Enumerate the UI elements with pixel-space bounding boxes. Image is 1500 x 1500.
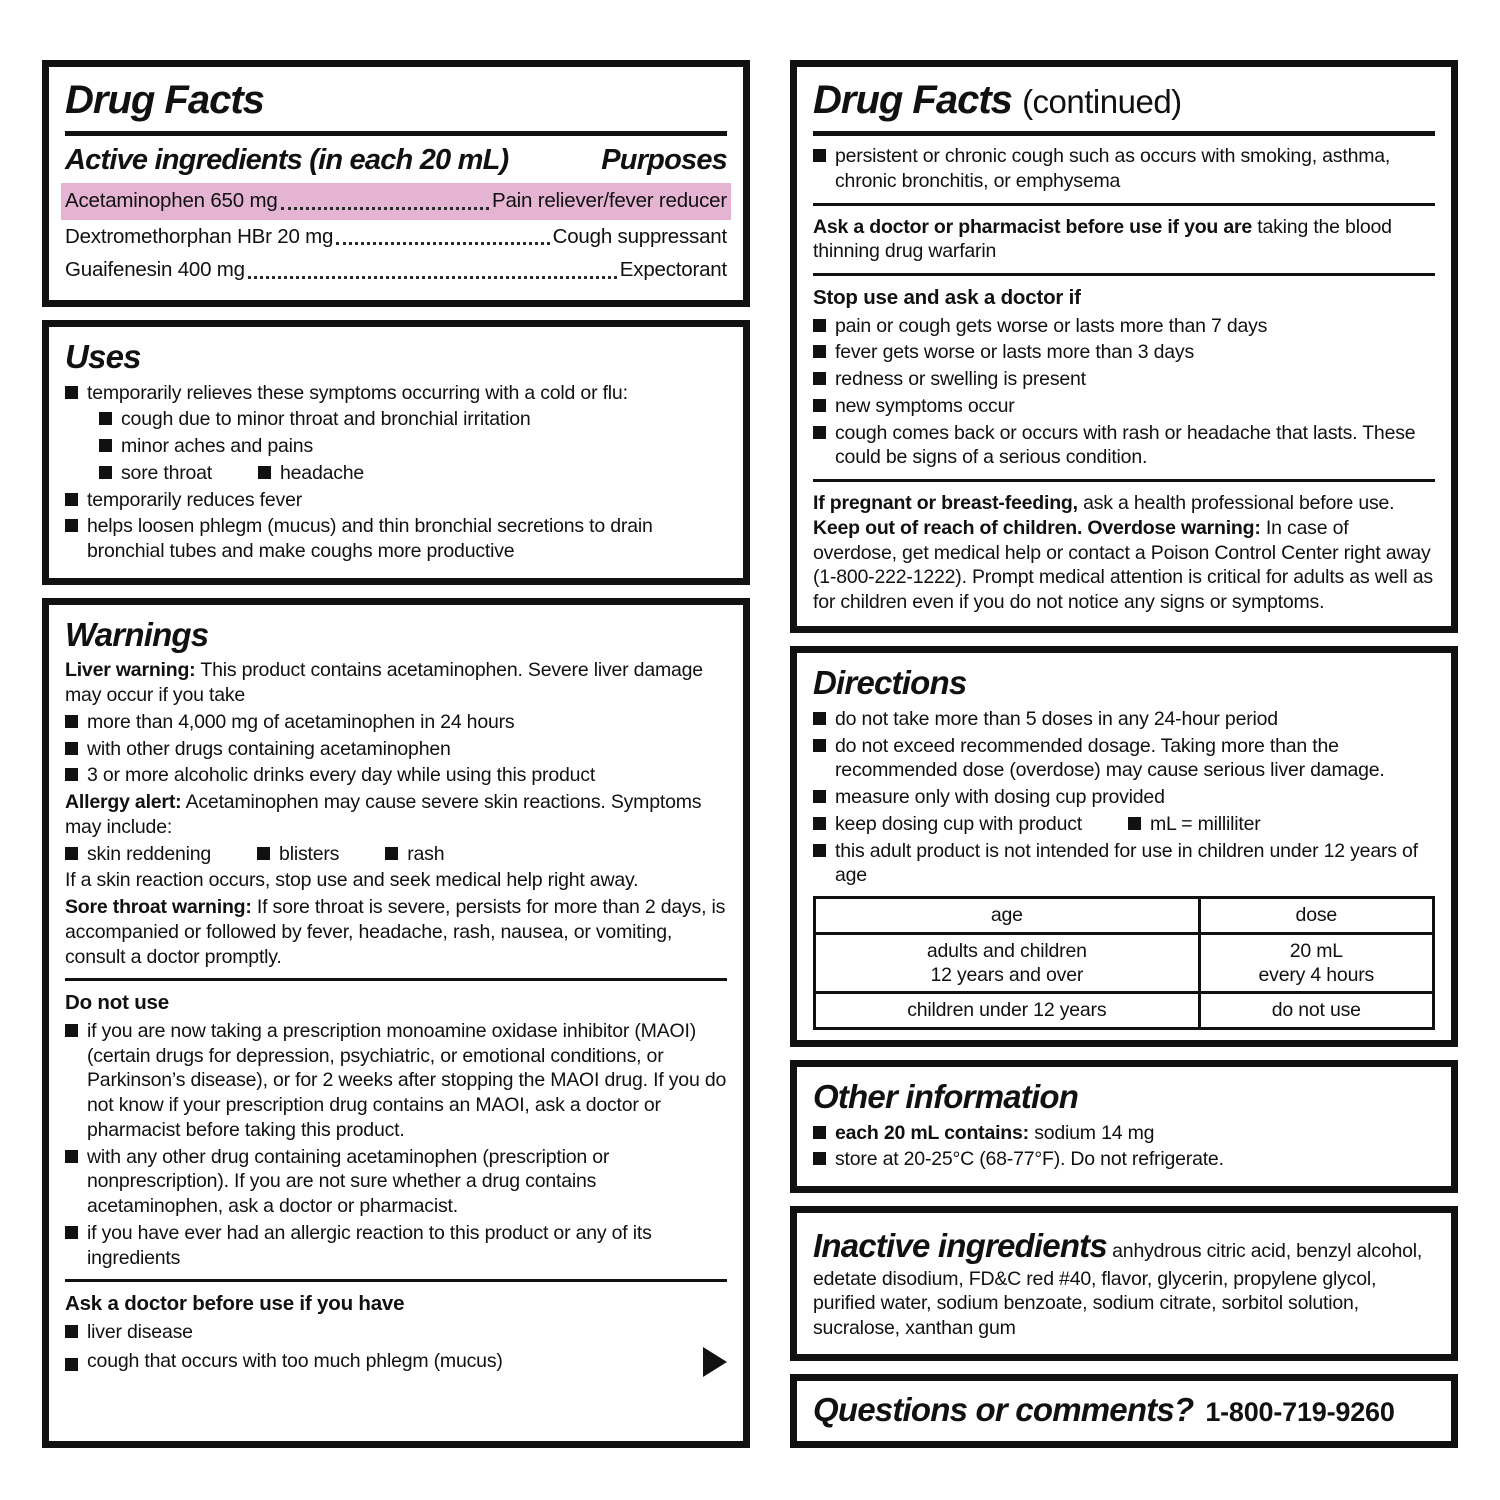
square-bullet-icon <box>813 426 826 439</box>
ingredient-row-guaifenesin <box>61 254 731 287</box>
list-item <box>813 1121 1435 1146</box>
bullet-text: persistent or chronic cough such as occurs with smoking, asthma, chronic bronchitis, or emphysema <box>835 145 1391 192</box>
liver-warning <box>65 658 727 708</box>
square-bullet-icon <box>65 493 78 506</box>
square-bullet-icon <box>257 847 270 860</box>
square-bullet-icon <box>813 345 826 358</box>
square-bullet-icon <box>813 817 826 830</box>
bullet-text: skin reddening <box>87 842 212 865</box>
skin-reaction-note: If a skin reaction occurs, stop use and seek medical help right away. <box>65 869 639 892</box>
bullet-text: with other drugs containing acetaminophen <box>87 737 451 760</box>
directions-panel <box>790 646 1458 1047</box>
list-item <box>813 421 1435 471</box>
other-information-panel <box>790 1060 1458 1193</box>
list-item <box>65 1320 727 1345</box>
bullet-text: 3 or more alcoholic drinks every day while using this product <box>87 764 596 787</box>
square-bullet-icon <box>99 412 112 425</box>
ask-pharmacist-label: Ask a doctor or pharmacist before use if you are <box>813 215 1253 238</box>
bullet-pair <box>385 842 444 867</box>
square-bullet-icon <box>1128 817 1141 830</box>
square-bullet-icon <box>65 742 78 755</box>
square-bullet-icon <box>65 519 78 532</box>
square-bullet-icon <box>813 372 826 385</box>
other-information-title: Other information <box>813 1077 1079 1115</box>
square-bullet-icon <box>99 466 112 479</box>
bullet-text: measure only with dosing cup provided <box>835 786 1165 809</box>
square-bullet-icon <box>813 319 826 332</box>
dose-cell-line1: 20 mL <box>1289 939 1343 962</box>
panel-title-text: Drug Facts <box>813 78 1012 122</box>
bullet-pair <box>258 461 364 486</box>
list-item <box>65 434 727 459</box>
list-item <box>813 734 1435 784</box>
questions-panel <box>790 1374 1458 1448</box>
square-bullet-icon <box>99 439 112 452</box>
bullet-text: with any other drug containing acetaminophen (prescription or nonprescription). If you are not sure whether a drug contains acetaminophen, ask a doctor or pharmacist. <box>87 1145 610 1218</box>
table-header-row <box>815 898 1434 933</box>
age-column-header: age <box>815 898 1200 933</box>
uses-title: Uses <box>65 337 141 375</box>
ask-doctor-title: Ask a doctor before use if you have <box>65 1292 405 1316</box>
age-cell <box>815 933 1200 993</box>
divider <box>65 978 727 981</box>
sore-throat-warning <box>65 895 727 969</box>
square-bullet-icon <box>813 1152 826 1165</box>
list-item <box>813 707 1435 732</box>
list-item <box>813 144 1435 194</box>
ingredient-purpose: Pain reliever/fever reducer <box>491 189 727 212</box>
bullet-text: if you are now taking a prescription monoamine oxidase inhibitor (MAOI) (certain drugs for depression, psychiatric, or emotional conditions, or Parkinson’s disease), or for 2 weeks after stopping the MAOI drug. If you do not know if your prescription drug contains an MAOI, ask a doctor or pharmacist before taking this product. <box>87 1019 727 1141</box>
list-item <box>65 514 727 564</box>
pregnancy-warning-text: ask a health professional before use. <box>1083 492 1395 515</box>
list-item <box>813 367 1435 392</box>
stop-use-title: Stop use and ask a doctor if <box>813 286 1081 309</box>
liver-warning-text: This product contains acetaminophen. Severe liver damage may occur if you take <box>65 659 703 707</box>
active-ingredients-label: Active ingredients (in each 20 mL) <box>65 144 509 176</box>
ingredient-name: Dextromethorphan HBr 20 mg <box>65 224 334 248</box>
list-item <box>65 381 727 406</box>
active-ingredients-panel <box>42 60 750 307</box>
bullet-pair <box>99 461 212 486</box>
square-bullet-icon <box>813 739 826 752</box>
square-bullet-icon <box>65 1024 78 1037</box>
label-content <box>42 60 1458 1448</box>
square-bullet-icon <box>65 1150 78 1163</box>
dose-cell: do not use <box>1199 993 1433 1028</box>
ingredient-row-dextromethorphan <box>61 221 731 254</box>
age-cell: children under 12 years <box>815 993 1200 1028</box>
ask-pharmacist-text: taking the blood thinning drug warfarin <box>813 215 1392 263</box>
do-not-use-title: Do not use <box>65 991 169 1015</box>
inactive-ingredients-panel <box>790 1206 1458 1362</box>
panel-title-suffix: (continued) <box>1022 83 1182 120</box>
bullet-text: more than 4,000 mg of acetaminophen in 24 hours <box>87 710 515 733</box>
allergy-alert-text: Acetaminophen may cause severe skin reactions. Symptoms may include: <box>65 791 702 838</box>
square-bullet-icon <box>813 399 826 412</box>
bullet-pair <box>813 812 1082 837</box>
bullet-pair <box>257 842 339 867</box>
bullet-text: do not exceed recommended dosage. Taking more than the recommended dose (overdose) may cause serious liver damage. <box>835 734 1385 782</box>
active-ingredients-header <box>65 144 727 177</box>
bullet-text: mL = milliliter <box>1149 812 1261 835</box>
bullet-text: store at 20-25°C (68-77°F). Do not refrigerate. <box>835 1148 1224 1171</box>
bullet-text: this adult product is not intended for use in children under 12 years of age <box>835 839 1418 887</box>
overdose-warning-text: In case of overdose, get medical help or contact a Poison Control Center right away (1-800-222-1222). Prompt medical attention is critical for adults as well as for children even if you do not notice any signs or symptoms. <box>813 516 1433 614</box>
questions-title: Questions or comments? <box>813 1391 1194 1429</box>
square-bullet-icon <box>813 790 826 803</box>
divider <box>65 131 727 136</box>
sodium-content-text: sodium 14 mg <box>1034 1121 1155 1144</box>
list-item <box>65 1019 727 1143</box>
list-item <box>813 394 1435 419</box>
square-bullet-icon <box>65 386 78 399</box>
list-item <box>65 1221 727 1271</box>
square-bullet-icon <box>813 1126 826 1139</box>
bullet-text <box>835 1121 1435 1146</box>
bullet-text: cough comes back or occurs with rash or headache that lasts. These could be signs of a serious condition. <box>835 421 1416 469</box>
directions-title: Directions <box>813 664 967 702</box>
divider <box>813 131 1435 136</box>
bullet-text: headache <box>280 461 365 484</box>
panel-title <box>813 77 1435 123</box>
square-bullet-icon <box>385 847 398 860</box>
dotted-leader <box>281 207 489 210</box>
list-item <box>65 461 727 486</box>
bullet-text: rash <box>407 842 445 865</box>
dose-column-header: dose <box>1199 898 1433 933</box>
bullet-pair <box>65 842 211 867</box>
square-bullet-icon <box>813 844 826 857</box>
panel-title: Drug Facts <box>65 78 264 122</box>
divider <box>813 273 1435 276</box>
bullet-pair <box>1128 812 1261 837</box>
dose-cell <box>1199 933 1433 993</box>
bullet-text: keep dosing cup with product <box>835 812 1082 835</box>
bullet-text: pain or cough gets worse or lasts more than 7 days <box>835 314 1268 337</box>
list-item <box>65 763 727 788</box>
bullet-text: do not take more than 5 doses in any 24-hour period <box>835 707 1278 730</box>
list-item <box>813 314 1435 339</box>
square-bullet-icon <box>65 847 78 860</box>
bullet-text: helps loosen phlegm (mucus) and thin bronchial secretions to drain bronchial tubes and make coughs more productive <box>87 515 653 563</box>
keep-out-of-reach-label: Keep out of reach of children. Overdose warning: <box>813 516 1261 539</box>
warnings-title: Warnings <box>65 615 209 653</box>
dose-cell-line2: every 4 hours <box>1258 963 1375 986</box>
warnings-panel <box>42 598 750 1448</box>
ingredient-name: Guaifenesin 400 mg <box>65 258 245 282</box>
square-bullet-icon <box>65 768 78 781</box>
questions-row <box>813 1391 1435 1429</box>
age-cell-line1: adults and children <box>926 939 1087 962</box>
sore-throat-warning-text: If sore throat is severe, persists for more than 2 days, is accompanied or followed by fever, headache, rash, nausea, or vomiting, consult a doctor promptly. <box>65 896 726 968</box>
ingredient-row-acetaminophen <box>61 183 731 220</box>
pregnancy-warning-label: If pregnant or breast-feeding, <box>813 492 1078 515</box>
list-item <box>813 812 1435 837</box>
list-item <box>813 785 1435 810</box>
left-column <box>42 60 750 1448</box>
bullet-text: blisters <box>279 842 340 865</box>
continued-arrow-icon <box>703 1347 727 1377</box>
sore-throat-warning-label: Sore throat warning: <box>65 896 252 919</box>
bullet-text: redness or swelling is present <box>835 368 1086 391</box>
table-row <box>815 993 1434 1028</box>
allergy-alert <box>65 790 727 840</box>
list-item <box>65 710 727 735</box>
ingredient-purpose: Expectorant <box>619 258 727 282</box>
bullet-text: new symptoms occur <box>835 394 1015 417</box>
square-bullet-icon <box>813 149 826 162</box>
liver-warning-label: Liver warning: <box>65 659 196 682</box>
square-bullet-icon <box>65 1325 78 1338</box>
bullet-text: minor aches and pains <box>121 435 313 458</box>
bullet-text: if you have ever had an allergic reaction to this product or any of its ingredients <box>87 1221 652 1269</box>
divider <box>813 479 1435 482</box>
uses-panel <box>42 320 750 585</box>
divider <box>813 203 1435 206</box>
right-column <box>790 60 1458 1448</box>
square-bullet-icon <box>65 715 78 728</box>
list-item <box>813 340 1435 365</box>
list-item <box>65 737 727 762</box>
inactive-ingredients-text: anhydrous citric acid, benzyl alcohol, edetate disodium, FD&C red #40, flavor, glycerin, propylene glycol, purified water, sodium benzoate, sodium citrate, sorbitol solution, sucralose, xanthan gum <box>813 1239 1423 1339</box>
sodium-content-label: each 20 mL contains: <box>835 1121 1029 1144</box>
list-item <box>65 1145 727 1219</box>
table-row <box>815 933 1434 993</box>
square-bullet-icon <box>813 712 826 725</box>
age-cell-line2: 12 years and over <box>930 963 1084 986</box>
drug-facts-continued-panel <box>790 60 1458 633</box>
bullet-text: sore throat <box>121 461 213 484</box>
list-item <box>813 1147 1435 1172</box>
pregnancy-warning <box>813 491 1435 615</box>
bullet-text: cough that occurs with too much phlegm (mucus) <box>87 1350 503 1373</box>
list-item <box>65 407 727 432</box>
square-bullet-icon <box>65 1358 78 1371</box>
bullet-text: fever gets worse or lasts more than 3 days <box>835 341 1195 364</box>
ask-pharmacist <box>813 215 1435 265</box>
inactive-ingredients <box>813 1225 1435 1341</box>
dotted-leader <box>336 242 549 245</box>
ingredient-purpose: Cough suppressant <box>552 224 727 248</box>
list-item <box>813 839 1435 889</box>
bullet-text: cough due to minor throat and bronchial irritation <box>121 408 531 431</box>
list-item <box>65 842 727 867</box>
ingredient-name: Acetaminophen 650 mg <box>65 189 278 212</box>
bullet-text: temporarily reduces fever <box>87 488 303 511</box>
questions-phone-number: 1-800-719-9260 <box>1205 1397 1395 1428</box>
bullet-text: temporarily relieves these symptoms occurring with a cold or flu: <box>87 381 628 404</box>
list-item <box>65 488 727 513</box>
inactive-ingredients-title: Inactive ingredients <box>813 1226 1107 1264</box>
allergy-alert-label: Allergy alert: <box>65 791 182 814</box>
dotted-leader <box>248 276 617 279</box>
bullet-text: liver disease <box>87 1321 193 1344</box>
list-item <box>65 1347 727 1377</box>
square-bullet-icon <box>258 466 271 479</box>
dosing-table <box>813 896 1435 1030</box>
divider <box>65 1279 727 1282</box>
square-bullet-icon <box>65 1226 78 1239</box>
purposes-label: Purposes <box>601 144 727 176</box>
